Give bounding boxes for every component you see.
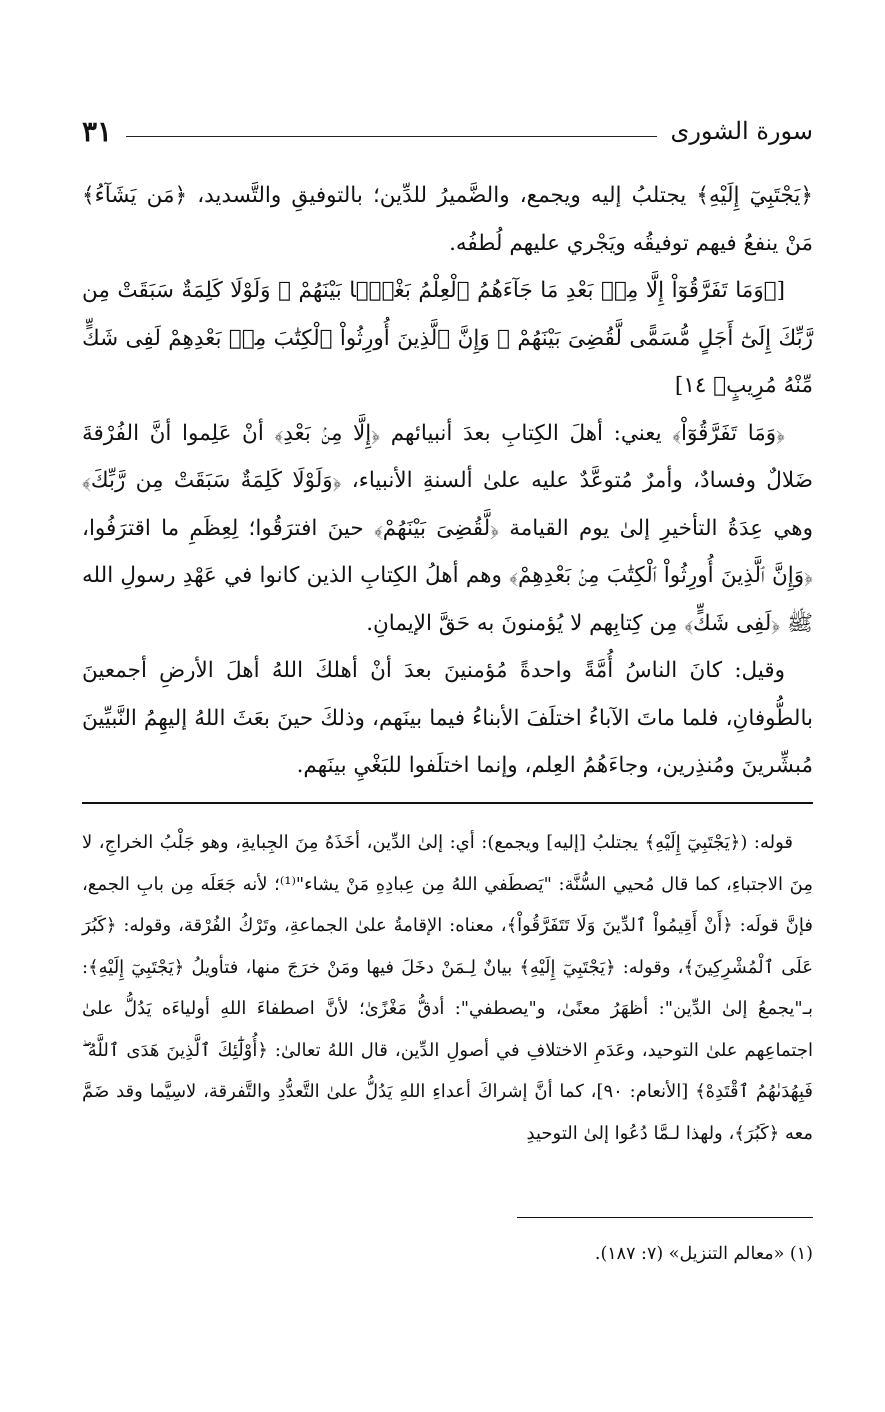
main-paragraph-3: وقيل: كانَ الناسُ أُمَّةً واحدةً مُؤمنينَ بعدَ أنْ أهلكَ اللهُ أهلَ الأرضِ أجمعينَ بالطُّوفانِ، فلما ماتَ الآباءُ اختلَفَ الأبناءُ فيما بينَهم، وذلكَ حينَ بعَثَ اللهُ إليهِمُ النَّبيِّينَ مُبشِّرينَ ومُنذِرين، وجاءَهُمُ العِلم، وإنما اختلَفوا للبَغْيِ بينَهم. — [82, 658, 813, 778]
quran-verse-block: [﴿وَمَا تَفَرَّقُوٓاْ إِلَّا مِنۢ بَعْدِ مَا جَآءَهُمُ ٱلْعِلْمُ بَغْيًۢا بَيْنَهُمْ ۚ وَلَوْلَا كَلِمَةٌ سَبَقَتْ مِن رَّبِّكَ إِلَىٰٓ أَجَلٍ مُّسَمًّى لَّقُضِىَ بَيْنَهُمْ ۚ وَإِنَّ ٱلَّذِينَ أُورِثُواْ ٱلْكِتَٰبَ مِنۢ بَعْدِهِمْ لَفِى شَكٍّ مِّنْهُ مُرِيبٍ﴾ ١٤] — [82, 278, 813, 398]
commentary-notes — [82, 822, 813, 1154]
main-notes-divider — [82, 802, 813, 804]
page-header — [82, 106, 813, 156]
main-paragraph-1: ﴿يَجْتَبِيٓ إِلَيْهِ﴾ يجتلبُ إليه ويجمع، والضَّميرُ للدِّين؛ بالتوفيقِ والتَّسديد، ﴿مَن يَشَآءُ﴾ مَنْ ينفعُ فيهم توفيقُه ويَجْري عليهم لُطفُه. — [82, 183, 813, 256]
commentary-paragraph: قوله: (﴿يَجْتَبِيٓ إِلَيْهِ﴾ يجتلبُ [إليه] ويجمع): أي: إلىٰ الدِّين، أخَذَهُ مِنَ الجِبايةِ، وهو جَلْبُ الخراجِ، لا مِنَ الاجتباءِ، كما قال مُحيي السُّنَّة: "يَصطَفي اللهُ مِن عِبادِهِ مَنْ يشاء"⁽¹⁾؛ لأنه جَعَلَه مِن بابِ الجمع، فإنَّ قولَه: ﴿أَنْ أَقِيمُواْ ٱلدِّينَ وَلَا تَتَفَرَّقُواْ﴾، معناه: الإقامةُ علىٰ الجماعةِ، وتَرْكُ الفُرْقة، وقوله: ﴿كَبُرَ عَلَى ٱلْمُشْرِكِينَ﴾، وقوله: ﴿يَجْتَبِيٓ إِلَيْهِ﴾ بيانٌ لِـمَنْ دخَلَ فيها ومَنْ خرَجَ منها، فتأويلُ ﴿يَجْتَبِيٓ إِلَيْهِ﴾: بـ"يجمعُ إلىٰ الدِّين": أظهَرُ معنًىٰ، و"يصطفي": أدقُّ مَغْزًىٰ؛ لأنَّ اصطفاءَ اللهِ أولياءَه يَدُلُّ علىٰ اجتماعِهم علىٰ التوحيد، وعَدَمِ الاختلافِ في أصولِ الدِّين، قال اللهُ تعالىٰ: ﴿أُوْلَٰٓئِكَ ٱلَّذِينَ هَدَى ٱللَّهُ ۖ فَبِهُدَىٰهُمُ ٱقْتَدِهْ﴾ [الأنعام: ٩٠]، كما أنَّ إشراكَ أعداءِ اللهِ يَدُلُّ علىٰ التَّعدُّدِ والتَّفرقة، لاسِيَّما وقد ضَمَّ معه ﴿كَبُرَ﴾، ولهذا لـمَّا دُعُوا إلىٰ التوحيدِ — [82, 832, 814, 1144]
page-number: ٣١ — [82, 114, 113, 148]
main-paragraph-2: ﴿وَمَا تَفَرَّقُوٓاْ﴾ يعني: أهلَ الكِتابِ بعدَ أنبيائهم ﴿إِلَّا مِنۢ بَعْدِ﴾ أنْ عَلِموا أنَّ الفُرْقةَ ضَلالٌ وفسادٌ، وأمرٌ مُتوعَّدٌ عليه علىٰ ألسنةِ الأنبياء، ﴿وَلَوْلَا كَلِمَةٌ سَبَقَتْ مِن رَّبِّكَ﴾ وهي عِدَةُ التأخيرِ إلىٰ يوم القيامة ﴿لَّقُضِىَ بَيْنَهُمْ﴾ حينَ افترَقُوا؛ لِعِظَمِ ما اقترَفُوا، ﴿وَإِنَّ ٱلَّذِينَ أُورِثُواْ ٱلْكِتَٰبَ مِنۢ بَعْدِهِمْ﴾ وهم أهلُ الكِتابِ الذين كانوا في عَهْدِ رسولِ الله ﷺ ﴿لَفِى شَكٍّ﴾ مِن كِتابِهم لا يُؤمنونَ به حَقَّ الإيمانِ. — [82, 420, 813, 636]
footnote: (١) «معالم التنزيل» (٧: ١٨٧). — [594, 1244, 813, 1264]
header-rule — [126, 136, 656, 137]
footnote-divider — [517, 1217, 813, 1218]
main-text — [82, 172, 813, 790]
surah-title: سورة الشورى — [670, 117, 813, 145]
